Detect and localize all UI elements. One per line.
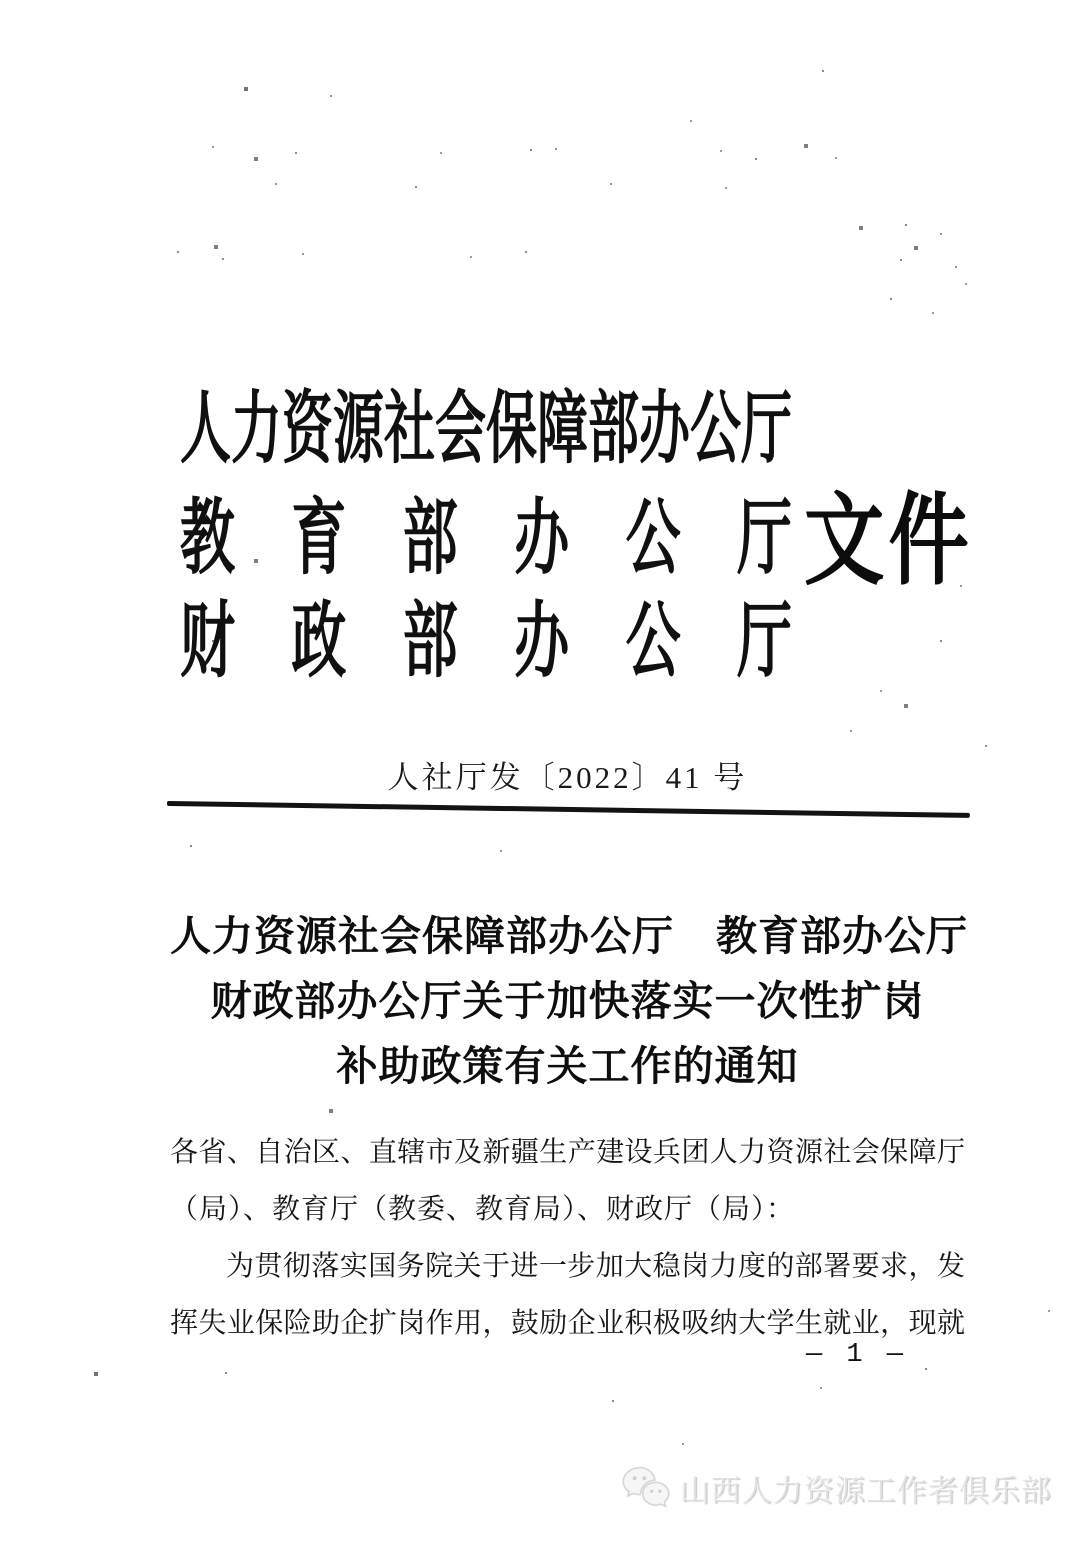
watermark xyxy=(620,1464,1052,1512)
scan-noise xyxy=(0,0,2,2)
letterhead-rule xyxy=(167,801,970,818)
letterhead-line-mohrss: 人力资源社会保障部办公厅 xyxy=(180,387,793,475)
body-paragraph-line2: 挥失业保险助企扩岗作用，鼓励企业积极吸纳大学生就业，现就 xyxy=(170,1308,965,1339)
body-paragraph-line1: 为贯彻落实国务院关于进一步加大稳岗力度的部署要求，发 xyxy=(226,1251,965,1282)
letterhead-suffix-wenjian: 文件 xyxy=(804,485,973,597)
document-title-line1: 人力资源社会保障部办公厅 教育部办公厅 xyxy=(170,913,968,959)
body-salutation-line2: （局）、教育厅（教委、教育局）、财政厅（局）： xyxy=(170,1194,796,1225)
document-number: 人社厅发〔2022〕41 号 xyxy=(387,760,748,795)
watermark-text: 山西人力资源工作者俱乐部 xyxy=(680,1475,1052,1508)
body-salutation-line1: 各省、自治区、直辖市及新疆生产建设兵团人力资源社会保障厅 xyxy=(170,1137,965,1168)
document-title-line3: 补助政策有关工作的通知 xyxy=(336,1043,799,1089)
letterhead-line-moe: 教育部办公厅 xyxy=(180,492,792,584)
letterhead-line-mof: 财政部办公厅 xyxy=(180,595,792,687)
document-title-line2: 财政部办公厅关于加快落实一次性扩岗 xyxy=(210,978,925,1024)
wechat-icon xyxy=(620,1464,672,1512)
page-number: — 1 — xyxy=(806,1340,908,1370)
